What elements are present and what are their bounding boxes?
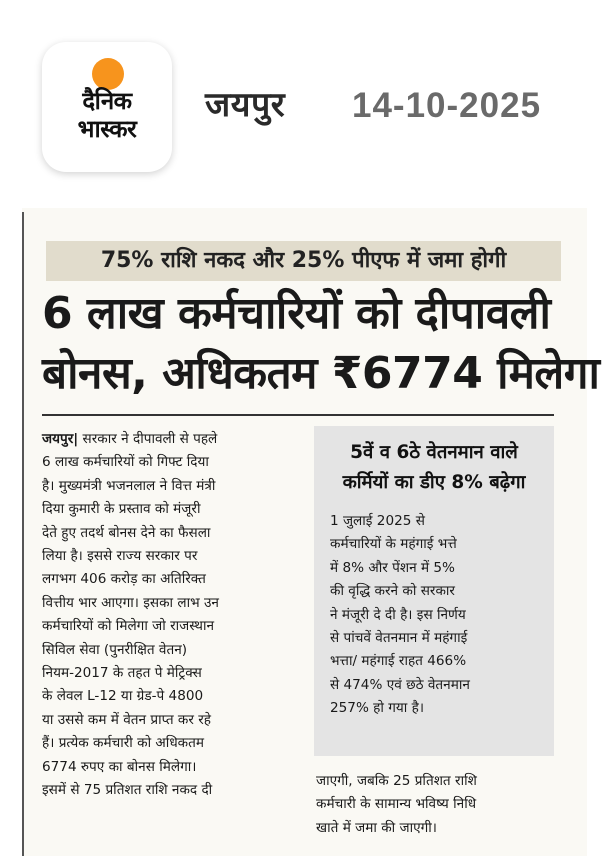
body-line: लिया है। इससे राज्य सरकार पर xyxy=(42,548,198,565)
logo-text-line2: भास्कर xyxy=(77,115,137,143)
header xyxy=(0,0,611,190)
da-sidebar-box xyxy=(314,426,554,756)
sun-dot-icon xyxy=(92,58,124,90)
article-body xyxy=(42,428,300,803)
body-line: है। मुख्यमंत्री भजनलाल ने वित्त मंत्री xyxy=(42,477,216,494)
body-line: कर्मचारी के सामान्य भविष्य निधि xyxy=(316,796,477,813)
headline-line: बोनस, अधिकतम ₹6774 मिलेगा xyxy=(42,348,600,399)
clipping-edge-divider xyxy=(22,212,24,856)
body-line xyxy=(42,428,300,451)
body-line: वित्तीय भार आएगा। इसका लाभ उन xyxy=(42,594,219,611)
sidebar-line: 257% हो गया है। xyxy=(330,700,424,717)
kicker-band xyxy=(46,241,561,281)
edition-date: 14-10-2025 xyxy=(352,86,542,125)
sidebar-line: में 8% और पेंशन में 5% xyxy=(330,559,455,576)
sidebar-line: से पांचवें वेतनमान में महंगाई xyxy=(330,630,468,647)
sidebar-body xyxy=(330,510,550,721)
dateline: जयपुर| xyxy=(42,431,79,447)
body-line: कर्मचारियों को मिलेगा जो राजस्थान xyxy=(42,618,215,635)
sidebar-line: भत्ता/ महंगाई राहत 466% xyxy=(330,653,467,670)
sidebar-title-line: कर्मियों का डीए 8% बढ़ेगा xyxy=(342,472,526,493)
headline-line: 6 लाख कर्मचारियों को दीपावली xyxy=(42,288,551,339)
body-line: लगभग 406 करोड़ का अतिरिक्त xyxy=(42,571,206,588)
edition-city: जयपुर xyxy=(205,85,286,125)
body-first-text: सरकार ने दीपावली से पहले xyxy=(82,431,218,447)
body-line: खाते में जमा की जाएगी। xyxy=(316,819,437,836)
body-line: सिविल सेवा (पुनरीक्षित वेतन) xyxy=(42,641,188,658)
sidebar-line: कर्मचारियों के महंगाई भत्ते xyxy=(330,536,457,553)
article-body-continued xyxy=(316,770,556,840)
body-line: 6 लाख कर्मचारियों को गिफ्ट दिया xyxy=(42,454,209,471)
kicker-text: 75% राशि नकद और 25% पीएफ में जमा होगी xyxy=(100,248,507,273)
body-line: इसमें से 75 प्रतिशत राशि नकद दी xyxy=(42,782,213,799)
sidebar-line: की वृद्धि करने को सरकार xyxy=(330,583,455,600)
body-line: के लेवल L-12 या ग्रेड-पे 4800 xyxy=(42,688,204,705)
body-line: हैं। प्रत्येक कर्मचारी को अधिकतम xyxy=(42,735,205,752)
headline-rule xyxy=(42,414,554,416)
body-line: देते हुए तदर्थ बोनस देने का फैसला xyxy=(42,524,211,541)
sidebar-line: से 474% एवं छठे वेतनमान xyxy=(330,676,470,693)
sidebar-line: ने मंजूरी दे दी है। इस निर्णय xyxy=(330,606,466,623)
body-line: नियम-2017 के तहत पे मेट्रिक्स xyxy=(42,665,202,682)
logo-text-line1: दैनिक xyxy=(82,87,132,115)
body-line: जाएगी, जबकि 25 प्रतिशत राशि xyxy=(316,773,477,789)
sidebar-title xyxy=(314,438,554,498)
headline xyxy=(42,284,600,404)
body-line: 6774 रुपए का बोनस मिलेगा। xyxy=(42,758,197,775)
dainik-bhaskar-logo xyxy=(42,42,172,172)
body-line: दिया कुमारी के प्रस्ताव को मंजूरी xyxy=(42,501,201,518)
sidebar-title-line: 5वें व 6ठे वेतनमान वाले xyxy=(350,442,518,463)
sidebar-line: 1 जुलाई 2025 से xyxy=(330,513,425,529)
body-line: या उससे कम में वेतन प्राप्त कर रहे xyxy=(42,711,211,728)
